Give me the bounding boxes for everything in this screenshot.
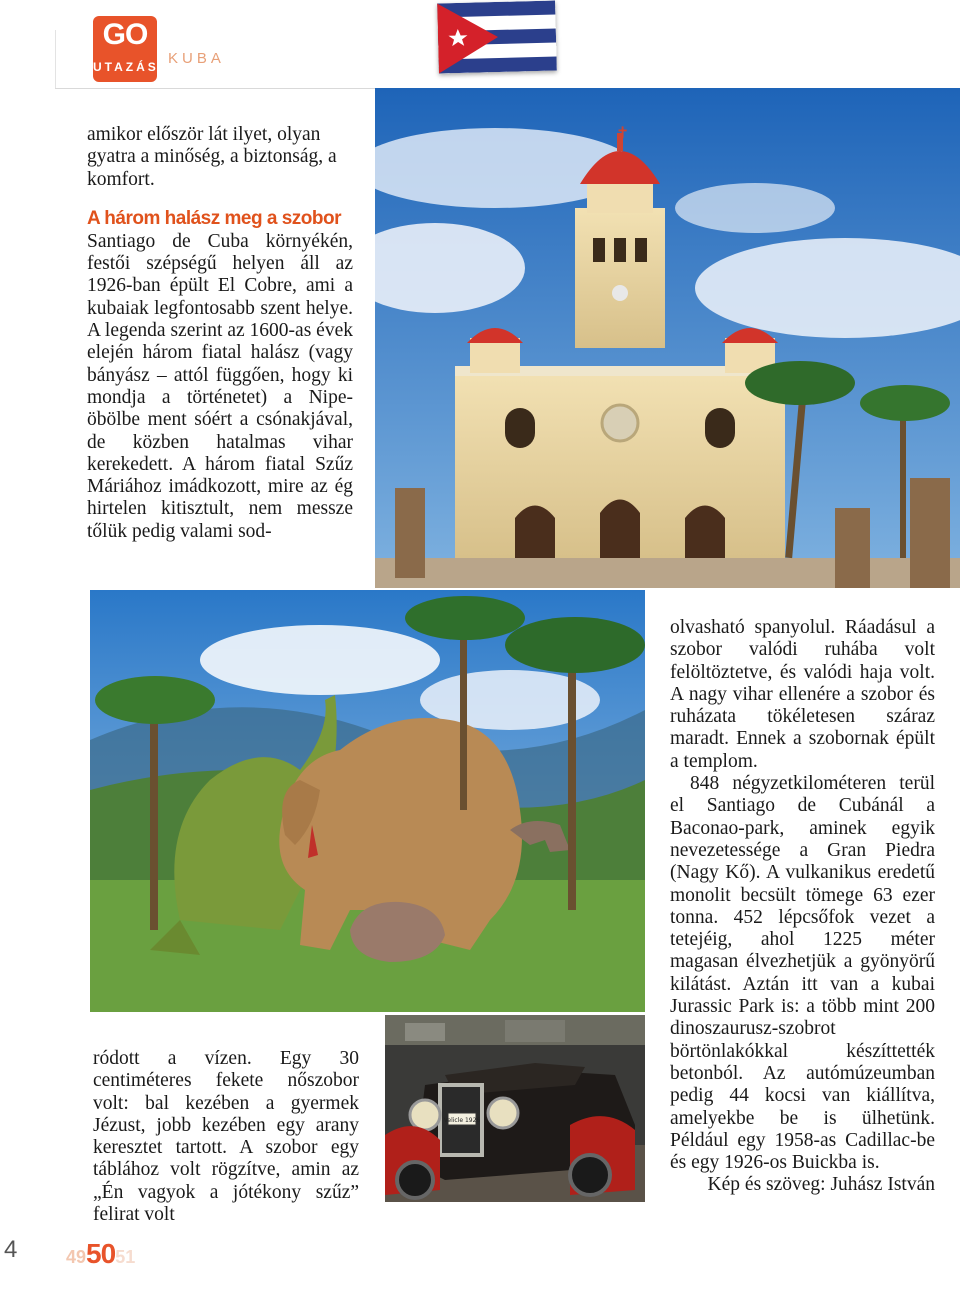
author-credit: Kép és szöveg: Juhász István <box>707 1174 935 1196</box>
section-heading: A három halász meg a szobor <box>87 207 341 229</box>
baconao-paragraph: 848 négyzetkilométeren terül el Santiago de Cubánál a Baconao-park, aminek egyik nevezetessége a Gran Piedra (Nagy Kő). A vulkanikus eredetű monolit becsült tömege 63 ezer tonna. 452 lépcsőfok vezet a tetejéig, ahol 1225 méter magasan élvezhetjük a gyönyörű kilátást. Aztán itt van a kubai Jurassic Park is: a több mint 200 dinoszaurusz-szobrot börtönlakókkal készíttették betonból. Az autómúzeumban pedig 44 kocsi van kiállítva, amelyekbe be is ülhetünk. Például egy 1958-as Cadillac-be és egy 1926-os Buickba is. <box>670 773 935 1174</box>
next-page-number: 51 <box>115 1247 136 1267</box>
logo-main-text: GO <box>102 18 148 51</box>
svg-text:✝: ✝ <box>616 123 630 142</box>
left-column-upper <box>87 124 353 543</box>
el-cobre-church-photo <box>375 88 960 588</box>
right-column <box>670 617 935 1197</box>
cuba-flag-icon <box>437 0 557 73</box>
statue-description-paragraph: ródott a vízen. Egy 30 centiméteres fekete nőszobor volt: bal kezében a gyermek Jézust, jobb kezében egy arany keresztet tartott. A szobor egy táblához volt rögzítve, amin az „Én vagyok a jótékony szűz” felirat volt <box>93 1048 359 1226</box>
current-page-number: 50 <box>86 1238 116 1269</box>
logo-sub-text: UTAZÁS <box>93 60 159 74</box>
dinosaur-park-photo <box>90 590 645 1012</box>
header-vertical-rule <box>55 30 56 88</box>
go-utazas-logo <box>93 16 157 82</box>
license-plate-text: Velicle 1926 <box>443 1117 481 1124</box>
intro-paragraph: amikor először lát ilyet, olyan gyatra a minőség, a biztonság, a komfort. <box>87 124 337 190</box>
page-edge-mark: 4 <box>4 1236 18 1263</box>
left-column-lower <box>93 1048 359 1226</box>
legend-paragraph: Santiago de Cuba környékén, festői szépségű helyen áll az 1926-ban épült El Cobre, ami a kubaiak legfontosabb szent helye. A legenda szerint az 1600-as évek elején három fiatal halász (vagy bányász – attól függően, hogy ki mondja a történetet) a Nipe-öbölbe ment sóért a csónakjával, de közben hatalmas vihar kerekedett. A három fiatal Szűz Máriához imádkozott, mire az ég hirtelen kitisztult, nem messze tőlük pedig valami sod- <box>87 230 353 542</box>
vintage-car-photo <box>385 1015 645 1202</box>
statue-paragraph: olvasható spanyolul. Ráadásul a szobor valódi ruhába volt felöltöztetve, és valódi haja volt. A nagy vihar ellenére a szobor és ruházata tökéletesen száraz maradt. Ennek a szobornak épült a templom. <box>670 617 935 772</box>
page-numbers <box>66 1238 135 1270</box>
previous-page-number: 49 <box>66 1247 87 1267</box>
section-label: KUBA <box>168 50 225 67</box>
